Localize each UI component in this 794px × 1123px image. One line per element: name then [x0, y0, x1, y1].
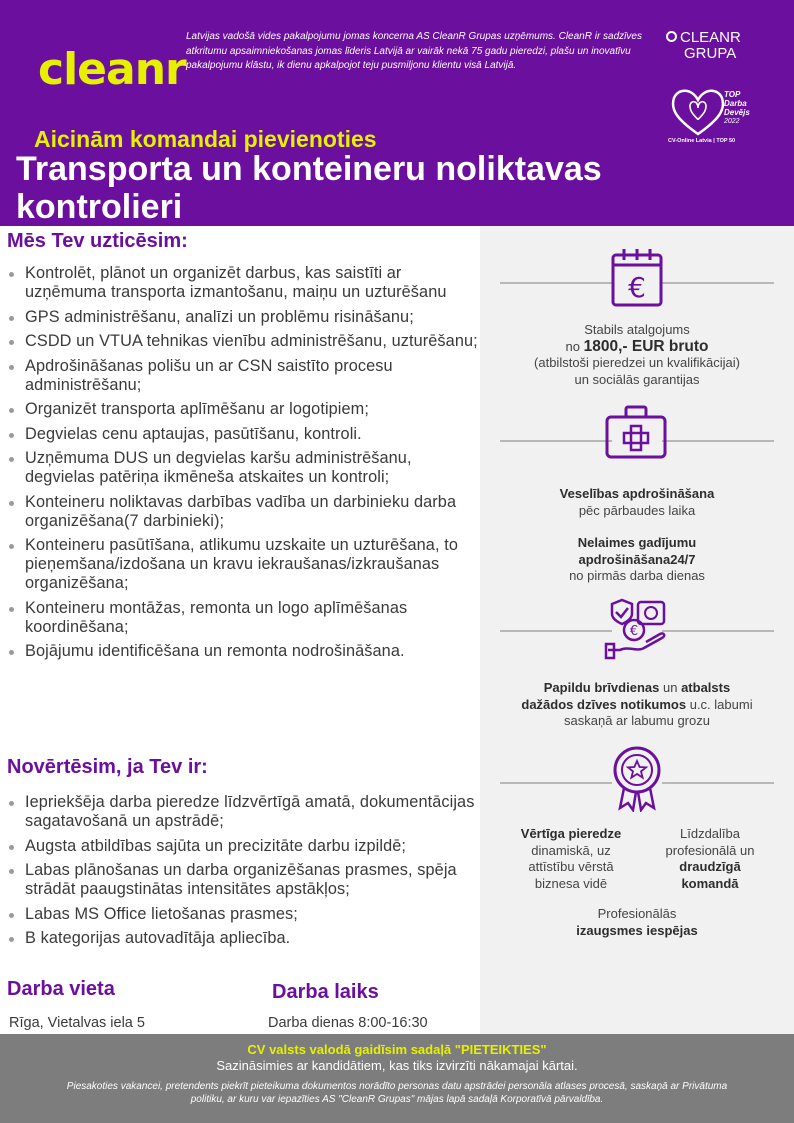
- list-item: [7, 599, 479, 637]
- top-employer-badge: [668, 86, 788, 150]
- days-bold-2: atbalsts: [681, 680, 731, 695]
- header-banner: [0, 0, 794, 226]
- divider-line: [500, 282, 612, 284]
- list-item: [7, 861, 479, 899]
- experience-title: Vērtīga pieredze: [520, 826, 622, 841]
- company-intro: Latvijas vadošā vides pakalpojumu jomas koncerna AS CleanR Grupas uzņēmums. CleanR ir sadzīves atkritumu apsaimniekošanas jomas līderis Latvijā ar vairāk nekā 75 gadu pieredzi, plašu un inovatīvu pakalpojumu klāstu, ik dienu apkalpojot teju pusmiljonu klientu visā Latvijā.: [186, 31, 642, 71]
- duty-text: Organizēt transporta aplīmēšanu ar logotipiem;: [25, 400, 369, 418]
- privacy-note: Piesakoties vakancei, pretendents piekrīt pieteikuma dokumentos norādīto personas datu apstrādei personāla atlases procesā, saskaņā ar Privātuma politiku, ar kuru var iepazīties AS "CleanR Grupas" mājas lapā sadaļā Korporatīvā pārvaldība.: [66, 1081, 728, 1105]
- cleanr-grupa-logo: [666, 30, 776, 62]
- list-item: [7, 929, 479, 948]
- list-item: [7, 400, 479, 419]
- list-item: [7, 264, 479, 302]
- list-item: [7, 536, 479, 593]
- salary-amount: 1800,- EUR bruto: [583, 337, 709, 355]
- duty-text: Apdrošināšanas polišu un ar CSN saistīto procesu administrēšanu;: [25, 356, 393, 394]
- salary-prefix: no: [565, 338, 580, 354]
- salary-line-3: (atbilstoši pieredzei un kvalifikācijai): [534, 355, 740, 370]
- requirement-text: Labas MS Office lietošanas prasmes;: [25, 904, 298, 923]
- team-bold-1: draudzīgā: [679, 859, 741, 874]
- list-item: [7, 905, 479, 924]
- svg-text:€: €: [628, 271, 646, 304]
- badge-line-1: Darba: [724, 99, 747, 108]
- divider-line: [662, 630, 774, 632]
- requirements-heading: Novērtēsim, ja Tev ir:: [7, 756, 208, 778]
- invite-heading: Aicinām komandai pievienoties: [34, 126, 377, 152]
- team-bold-2: komandā: [681, 875, 739, 891]
- list-item: [7, 493, 479, 531]
- bullet-icon: [9, 408, 14, 413]
- job-title: Transporta un konteineru noliktavas kontrolieri: [16, 150, 602, 226]
- medical-kit-icon: [604, 404, 668, 462]
- calendar-euro-icon: [610, 246, 664, 308]
- duty-text: Kontrolēt, plānot un organizēt darbus, kas saistīti ar uzņēmuma transporta izmantošanu, maiņu un uzturēšanu: [25, 264, 447, 301]
- duty-text: Konteineru montāžas, remonta un logo aplīmēšanas koordinēšana;: [25, 598, 408, 636]
- svg-text:€: €: [629, 624, 639, 639]
- days-bold-3: dažādos dzīves notikumos: [521, 696, 687, 712]
- contact-note: Sazināsimies ar kandidātiem, kas tiks izvirzīti nākamajai kārtai.: [216, 1058, 578, 1073]
- list-item: [7, 425, 479, 444]
- days-mid: un: [662, 680, 678, 695]
- work-hours-heading: Darba laiks: [272, 981, 379, 1003]
- brand-line-2: GRUPA: [684, 45, 737, 62]
- experience-line-2: dinamiskā, uz: [531, 842, 611, 858]
- duty-text: Konteineru pasūtīšana, atlikumu uzskaite un uzturēšana, to pieņemšana/izdošana un kravu iekraušanas/izkraušanas organizēšana;: [25, 536, 458, 592]
- divider-line: [662, 782, 774, 784]
- hand-benefits-icon: [604, 596, 670, 662]
- badge-footer: CV-Online Latvia | TOP 50: [668, 138, 736, 144]
- growth-bold: izaugsmes iespējas: [576, 922, 698, 938]
- duty-text: GPS administrēšanu, analīzi un problēmu risināšanu;: [25, 307, 414, 326]
- divider-line: [500, 440, 612, 442]
- requirement-text: Augsta atbildības sajūta un precizitāte darbu izpildē;: [25, 836, 407, 855]
- days-bold-1: Papildu brīvdienas: [543, 680, 660, 695]
- duty-text: Degvielas cenu aptaujas, pasūtīšanu, kontroli.: [25, 424, 362, 443]
- badge-year: 2022: [724, 118, 740, 125]
- benefit-extra-days: [490, 680, 784, 730]
- salary-line-4: un sociālās garantijas: [574, 371, 700, 387]
- bullet-icon: [9, 501, 14, 506]
- bullet-icon: [9, 544, 14, 549]
- badge-foot-rank: TOP 50: [716, 138, 736, 144]
- bullet-icon: [9, 937, 14, 942]
- brand-line-1: CLEANR: [680, 29, 741, 46]
- divider-line: [662, 440, 774, 442]
- divider-line: [662, 282, 774, 284]
- apply-instruction: CV valsts valodā gaidīsim sadaļā "PIETEIKTIES": [247, 1042, 547, 1057]
- list-item: [7, 332, 479, 351]
- requirements-list: [7, 793, 479, 954]
- bullet-icon: [9, 316, 14, 321]
- bullet-icon: [9, 433, 14, 438]
- circle-logo-icon: [666, 31, 677, 42]
- requirement-text: Iepriekšēja darba pieredze līdzvērtīgā amatā, dokumentācijas sagatavošanā un apstrādē;: [25, 793, 475, 830]
- accident-title-1: Nelaimes gadījumu: [577, 535, 697, 550]
- bullet-icon: [9, 869, 14, 874]
- heart-badge-icon: [668, 86, 728, 138]
- requirement-text: B kategorijas autovadītāja apliecība.: [25, 929, 291, 947]
- list-item: [7, 357, 479, 395]
- award-rosette-icon: [608, 744, 666, 812]
- duties-heading: Mēs Tev uzticēsim:: [7, 230, 188, 252]
- duty-text: Bojājumu identificēšana un remonta nodrošināšana.: [25, 642, 405, 660]
- work-place-heading: Darba vieta: [7, 978, 115, 1000]
- bullet-icon: [9, 340, 14, 345]
- bullet-icon: [9, 457, 14, 462]
- accident-title-2: apdrošināšana24/7: [578, 551, 696, 567]
- divider-line: [500, 630, 612, 632]
- bullet-icon: [9, 650, 14, 655]
- duties-list: [7, 264, 479, 667]
- work-hours-value: Darba dienas 8:00-16:30: [268, 1015, 428, 1031]
- bullet-icon: [9, 801, 14, 806]
- team-line-1: Līdzdalība: [680, 826, 740, 841]
- health-title: Veselības apdrošināšana: [559, 486, 715, 501]
- salary-line-1: Stabils atalgojums: [584, 322, 690, 337]
- badge-top: TOP: [724, 90, 741, 99]
- health-sub: pēc pārbaudes laika: [578, 502, 696, 518]
- cleanr-logo: cleanr: [38, 44, 186, 95]
- requirement-text: Labas plānošanas un darba organizēšanas prasmes, spēja strādāt paaugstinātas intensitātes apstākļos;: [25, 861, 457, 898]
- bullet-icon: [9, 845, 14, 850]
- list-item: [7, 449, 479, 487]
- bullet-icon: [9, 365, 14, 370]
- experience-line-4: biznesa vidē: [534, 875, 608, 891]
- duty-text: CSDD un VTUA tehnikas vienību administrēšanu, uzturēšanu;: [25, 332, 478, 350]
- benefit-growth: [480, 906, 794, 939]
- experience-line-3: attīstību vērstā: [528, 859, 614, 874]
- badge-line-2: Devējs: [724, 108, 750, 117]
- days-rest: u.c. labumi: [689, 696, 753, 712]
- footer: [0, 1034, 794, 1123]
- list-item: [7, 793, 479, 831]
- duty-text: Konteineru noliktavas darbības vadība un darbinieku darba organizēšana(7 darbinieki);: [25, 492, 457, 530]
- list-item: [7, 308, 479, 327]
- benefit-team: [644, 826, 776, 892]
- days-line-3: saskaņā ar labumu grozu: [564, 713, 710, 728]
- benefits-panel: [480, 226, 794, 1034]
- badge-text: [724, 90, 750, 126]
- accident-sub: no pirmās darba dienas: [569, 568, 705, 583]
- divider-line: [500, 782, 612, 784]
- bullet-icon: [9, 272, 14, 277]
- team-line-2: profesionālā un: [665, 842, 755, 858]
- benefit-experience: [498, 826, 644, 892]
- list-item: [7, 642, 479, 661]
- growth-line-1: Profesionālās: [597, 906, 677, 921]
- badge-foot-source: CV-Online Latvia: [668, 138, 712, 144]
- benefit-health: [480, 486, 794, 585]
- bullet-icon: [9, 607, 14, 612]
- benefit-salary: [480, 322, 794, 388]
- duty-text: Uzņēmuma DUS un degvielas karšu administrēšanu, degvielas patēriņa ikmēneša atskaites un kontroli;: [25, 449, 412, 486]
- work-place-value: Rīga, Vietalvas iela 5: [9, 1015, 145, 1031]
- list-item: [7, 837, 479, 856]
- bullet-icon: [9, 913, 14, 918]
